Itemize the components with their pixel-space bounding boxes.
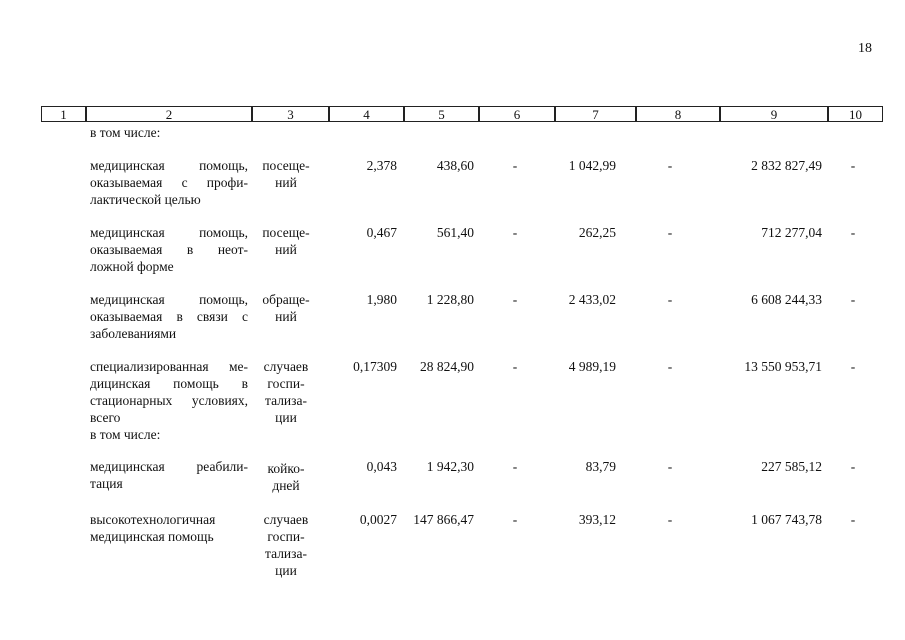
col4-value: 0,043 bbox=[366, 459, 397, 474]
col4-value: 0,17309 bbox=[353, 359, 397, 374]
unit-line: посеще- bbox=[262, 158, 310, 173]
unit-line: ний bbox=[275, 309, 297, 324]
col9-value: 1 067 743,78 bbox=[751, 512, 822, 527]
intro-text: в том числе: bbox=[90, 125, 161, 140]
header-cell-2: 2 bbox=[86, 106, 252, 122]
unit-line: дней bbox=[272, 478, 300, 493]
header-cell-1: 1 bbox=[41, 106, 86, 122]
col10-value: - bbox=[850, 225, 856, 240]
col4-value: 2,378 bbox=[366, 158, 397, 173]
unit-line: ний bbox=[275, 242, 297, 257]
col8-value: - bbox=[667, 512, 673, 527]
service-name-cell bbox=[90, 458, 248, 492]
col5-value: 561,40 bbox=[436, 225, 474, 240]
col6-value: - bbox=[512, 292, 518, 307]
page-number: 18 bbox=[858, 41, 872, 56]
col5-value: 28 824,90 bbox=[420, 359, 474, 374]
col10-value: - bbox=[850, 459, 856, 474]
unit-line: случаев bbox=[263, 512, 309, 527]
col8-value: - bbox=[667, 158, 673, 173]
unit-line: ции bbox=[275, 563, 297, 578]
col7-value: 262,25 bbox=[578, 225, 616, 240]
col10-value: - bbox=[850, 158, 856, 173]
header-cell-9: 9 bbox=[720, 106, 828, 122]
unit-cell bbox=[254, 511, 318, 579]
unit-line: госпи- bbox=[267, 529, 305, 544]
service-name-line: высокотехнологичная bbox=[90, 512, 216, 527]
service-name-line: тация bbox=[90, 476, 123, 491]
table-header-row bbox=[41, 106, 883, 123]
col7-value: 83,79 bbox=[585, 459, 616, 474]
unit-line: тализа- bbox=[265, 393, 307, 408]
service-name-cell bbox=[90, 157, 248, 208]
service-name-line: дицинская помощь в bbox=[90, 376, 248, 391]
unit-cell bbox=[254, 460, 318, 494]
col6-value: - bbox=[512, 359, 518, 374]
col6-value: - bbox=[512, 459, 518, 474]
header-cell-7: 7 bbox=[555, 106, 636, 122]
unit-line: ний bbox=[275, 175, 297, 190]
col10-value: - bbox=[850, 512, 856, 527]
col6-value: - bbox=[512, 158, 518, 173]
header-cell-5: 5 bbox=[404, 106, 479, 122]
service-name-line: медицинская помощь bbox=[90, 529, 214, 544]
service-name-line: лактической целью bbox=[90, 192, 201, 207]
service-name-cell bbox=[90, 358, 248, 443]
unit-line: госпи- bbox=[267, 376, 305, 391]
service-name-line: медицинская помощь, bbox=[90, 292, 248, 307]
col10-value: - bbox=[850, 292, 856, 307]
header-cell-3: 3 bbox=[252, 106, 329, 122]
col6-value: - bbox=[512, 512, 518, 527]
service-name-cell bbox=[90, 511, 248, 545]
col8-value: - bbox=[667, 225, 673, 240]
unit-cell bbox=[254, 157, 318, 191]
header-cell-10: 10 bbox=[828, 106, 883, 122]
service-name-line: специализированная ме- bbox=[90, 359, 248, 374]
unit-line: тализа- bbox=[265, 546, 307, 561]
service-name-line: оказываемая в связи с bbox=[90, 309, 248, 324]
col5-value: 438,60 bbox=[436, 158, 474, 173]
col8-value: - bbox=[667, 359, 673, 374]
unit-cell bbox=[254, 291, 318, 325]
col7-value: 4 989,19 bbox=[568, 359, 616, 374]
service-name-line: медицинская помощь, bbox=[90, 225, 248, 240]
col4-value: 0,0027 bbox=[359, 512, 397, 527]
unit-line: случаев bbox=[263, 359, 309, 374]
service-name-line: оказываемая с профи- bbox=[90, 175, 248, 190]
service-name-cell bbox=[90, 224, 248, 275]
col9-value: 712 277,04 bbox=[761, 225, 822, 240]
unit-line: обраще- bbox=[262, 292, 310, 307]
col5-value: 1 228,80 bbox=[426, 292, 474, 307]
service-name-line: всего bbox=[90, 410, 121, 425]
service-name-line: медицинская помощь, bbox=[90, 158, 248, 173]
col5-value: 147 866,47 bbox=[413, 512, 474, 527]
col10-value: - bbox=[850, 359, 856, 374]
unit-cell bbox=[254, 358, 318, 426]
col8-value: - bbox=[667, 292, 673, 307]
col7-value: 2 433,02 bbox=[568, 292, 616, 307]
col9-value: 13 550 953,71 bbox=[744, 359, 822, 374]
service-name-line: заболеваниями bbox=[90, 326, 177, 341]
col5-value: 1 942,30 bbox=[426, 459, 474, 474]
unit-line: ции bbox=[275, 410, 297, 425]
col7-value: 1 042,99 bbox=[568, 158, 616, 173]
service-name-cell bbox=[90, 291, 248, 342]
col8-value: - bbox=[667, 459, 673, 474]
unit-line: посеще- bbox=[262, 225, 310, 240]
service-name-line: в том числе: bbox=[90, 427, 161, 442]
header-cell-4: 4 bbox=[329, 106, 404, 122]
service-name-line: ложной форме bbox=[90, 259, 174, 274]
col4-value: 0,467 bbox=[366, 225, 397, 240]
col6-value: - bbox=[512, 225, 518, 240]
header-cell-6: 6 bbox=[479, 106, 555, 122]
col9-value: 2 832 827,49 bbox=[751, 158, 822, 173]
col9-value: 6 608 244,33 bbox=[751, 292, 822, 307]
service-name-line: стационарных условиях, bbox=[90, 393, 248, 408]
col7-value: 393,12 bbox=[578, 512, 616, 527]
unit-line: койко- bbox=[267, 461, 305, 476]
col4-value: 1,980 bbox=[366, 292, 397, 307]
col9-value: 227 585,12 bbox=[761, 459, 822, 474]
unit-cell bbox=[254, 224, 318, 258]
header-cell-8: 8 bbox=[636, 106, 720, 122]
service-name-line: медицинская реабили- bbox=[90, 459, 248, 474]
service-name-line: оказываемая в неот- bbox=[90, 242, 248, 257]
